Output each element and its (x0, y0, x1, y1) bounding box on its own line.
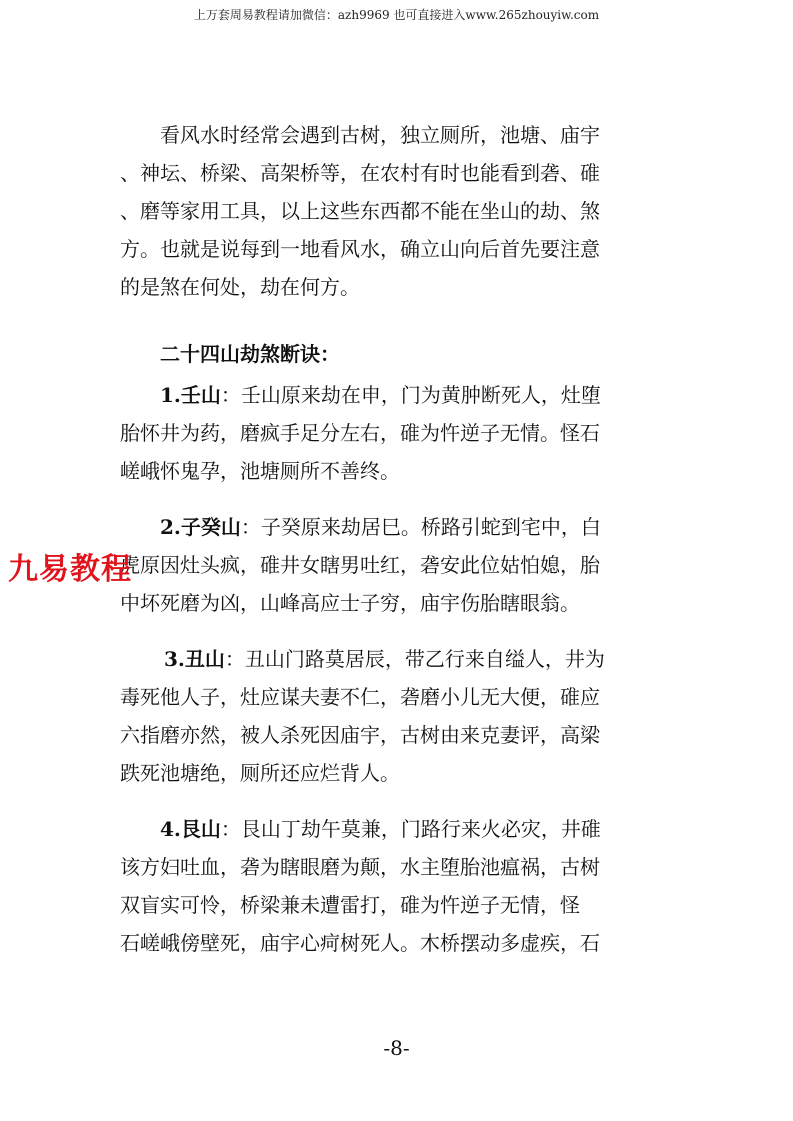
item-line: 中坏死磨为凶，山峰高应士子穷，庙宇伤胎瞎眼翁。 (120, 591, 580, 615)
item-line: 跌死池塘绝，厕所还应烂背人。 (120, 761, 400, 785)
item-3-label: 3.丑山 (164, 647, 225, 671)
intro-paragraph (120, 116, 660, 306)
item-1-text: ：壬山原来劫在申，门为黄肿断死人，灶堕 (220, 383, 601, 407)
item-line: 胎怀井为药，磨疯手足分左右，碓为忤逆子无情。怪石 (120, 421, 600, 445)
page-number: -8- (383, 1036, 410, 1060)
item-line: 毒死他人子，灶应谋夫妻不仁，砻磨小儿无大便，碓应 (120, 685, 600, 709)
intro-line: 的是煞在何处，劫在何方。 (120, 275, 360, 299)
intro-line: 看风水时经常会遇到古树，独立厕所，池塘、庙宇 (160, 123, 600, 147)
intro-line: 方。也就是说每到一地看风水，确立山向后首先要注意 (120, 237, 600, 261)
section-title: 二十四山劫煞断诀： (160, 342, 340, 366)
item-line: 虎原因灶头疯，碓井女瞎男吐红，砻安此位姑怕媳，胎 (120, 553, 600, 577)
item-line (120, 640, 660, 678)
item-line: 该方妇吐血，砻为瞎眼磨为颠，水主堕胎池瘟祸，古树 (120, 855, 600, 879)
intro-line: 、神坛、桥梁、高架桥等，在农村有时也能看到砻、碓 (120, 161, 600, 185)
item-2-paragraph (120, 508, 660, 622)
item-1-label: 1.壬山 (160, 383, 221, 407)
item-line (120, 810, 660, 848)
item-line: 双盲实可怜，桥梁兼未遭雷打，碓为忤逆子无情，怪 (120, 893, 580, 917)
item-4-text: ：艮山丁劫午莫兼，门路行来火必灾，井碓 (220, 817, 601, 841)
item-line: 六指磨亦然，被人杀死因庙宇，古树由来克妻评，高梁 (120, 723, 600, 747)
item-3-paragraph (120, 640, 660, 792)
item-1-paragraph (120, 376, 660, 490)
watermark-logo: 九易教程 (8, 552, 132, 587)
item-line (120, 508, 660, 546)
item-2-label: 2.子癸山 (160, 515, 241, 539)
item-4-label: 4.艮山 (160, 817, 221, 841)
item-2-text: ：子癸原来劫居巳。桥路引蛇到宅中，白 (240, 515, 601, 539)
page-header-banner: 上万套周易教程请加微信：azh9969 也可直接进入www.265zhouyiw.com (193, 8, 600, 22)
intro-line: 、磨等家用工具，以上这些东西都不能在坐山的劫、煞 (120, 199, 600, 223)
item-3-text: ：丑山门路莫居辰，带乙行来自缢人，井为 (224, 647, 605, 671)
item-4-paragraph (120, 810, 660, 962)
item-line (120, 376, 660, 414)
item-line: 嵯峨怀鬼孕，池塘厕所不善终。 (120, 459, 400, 483)
item-line: 石嵯峨傍壁死，庙宇心疴树死人。木桥摆动多虚疾，石 (120, 931, 600, 955)
